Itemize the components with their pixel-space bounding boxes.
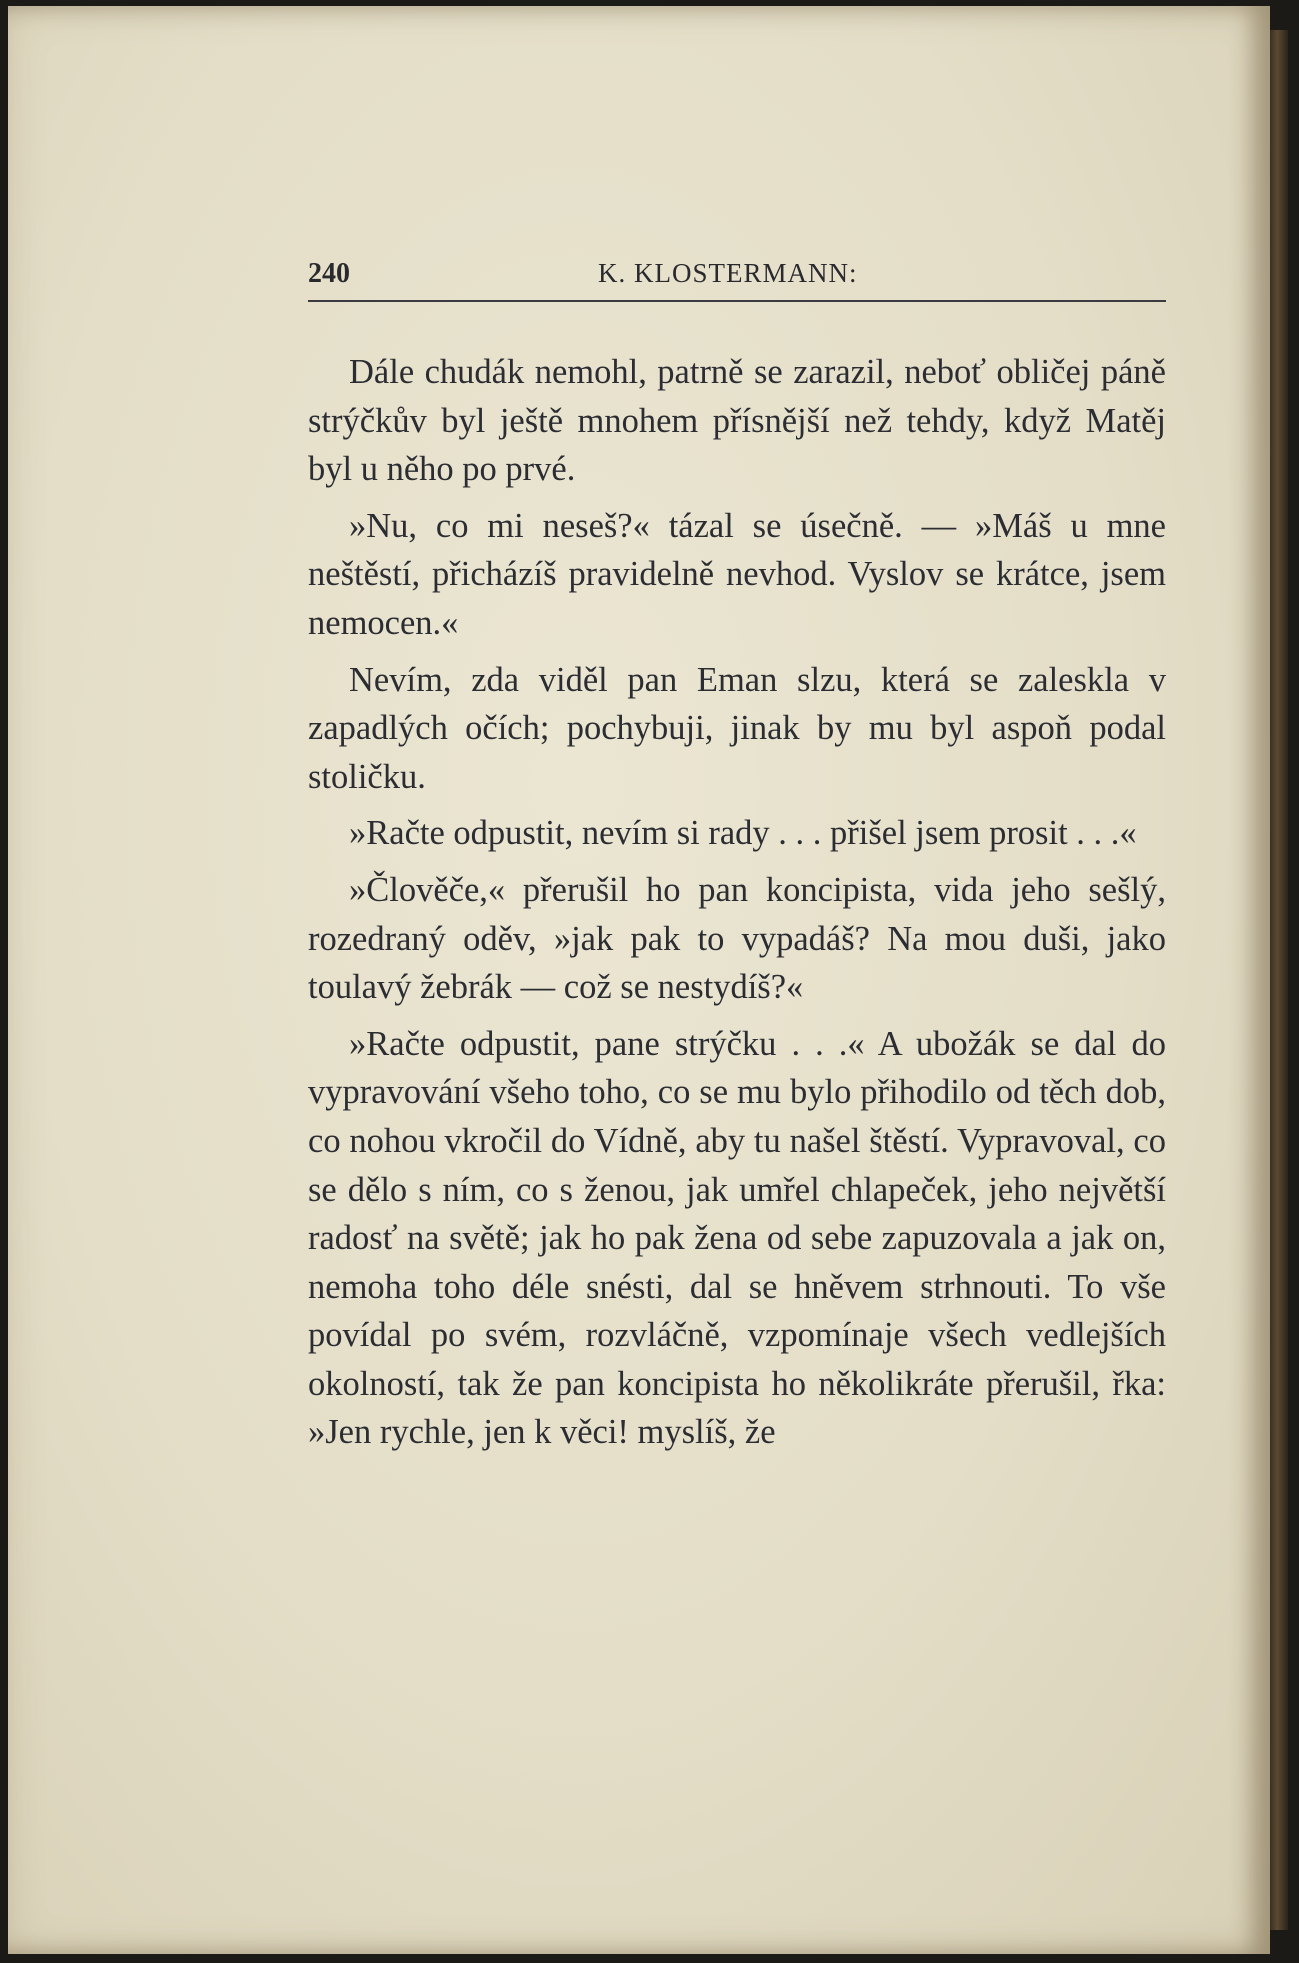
- page-number: 240: [308, 258, 350, 289]
- page-edge-shadow: [1270, 30, 1288, 1930]
- paragraph: Dále chudák nemohl, patrně se zarazil, neboť obličej páně strýčkův byl ještě mnohem přísnější než tehdy, když Matěj byl u něho po prvé.: [308, 353, 1166, 489]
- page-header: [308, 258, 1166, 302]
- body-text: [308, 348, 1166, 1465]
- paragraph: Nevím, zda viděl pan Eman slzu, která se zaleskla v zapadlých očích; pochybuji, jinak by mu byl aspoň podal stoličku.: [308, 660, 1166, 796]
- paragraph: »Člověče,« přerušil ho pan koncipista, vida jeho sešlý, rozedraný oděv, »jak pak to vypadáš? Na mou duši, jako toulavý žebrák — což se nestydíš?«: [308, 870, 1166, 1007]
- paragraph: »Račte odpustit, pane strýčku . . .« A ubožák se dal do vypravování všeho toho, co se mu bylo přihodilo od těch dob, co nohou vkročil do Vídně, aby tu našel štěstí. Vypravoval, co se dělo s ním, co s ženou, jak umřel chlapeček, jeho největší radosť na světě; jak ho pak žena od sebe zapuzovala a jak on, nemoha toho déle snésti, dal se hněvem strhnouti. To vše povídal po svém, rozvláčně, vzpomínaje všech vedlejších okolností, tak že pan koncipista ho několikráte přerušil, řka: »Jen rychle, jen k věci! myslíš, že: [308, 1024, 1166, 1452]
- paragraph: »Račte odpustit, nevím si rady . . . přišel jsem prosit . . .«: [349, 814, 1137, 853]
- header-rule: [308, 300, 1166, 302]
- paragraph: »Nu, co mi neseš?« tázal se úsečně. — »Máš u mne neštěstí, přicházíš pravidelně nevhod. Vyslov se krátce, jsem nemocen.«: [308, 506, 1166, 642]
- running-head: K. KLOSTERMANN:: [598, 258, 858, 288]
